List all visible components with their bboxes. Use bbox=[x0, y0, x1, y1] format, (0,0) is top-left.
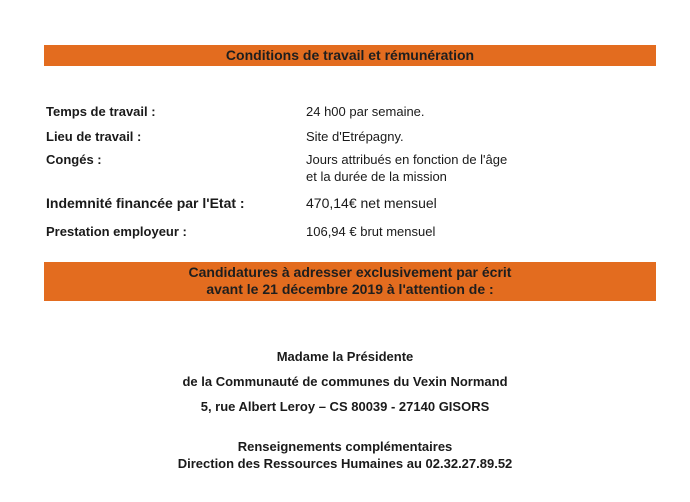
value-indemnite: 470,14€ net mensuel bbox=[306, 195, 437, 211]
info-contact: Direction des Ressources Humaines au 02.32.27.89.52 bbox=[177, 456, 513, 471]
label-temps-de-travail: Temps de travail : bbox=[46, 104, 156, 119]
value-conges-line2: et la durée de la mission bbox=[306, 169, 447, 184]
label-conges: Congés : bbox=[46, 152, 102, 167]
section-header-candidatures bbox=[44, 262, 656, 301]
value-lieu-de-travail: Site d'Etrépagny. bbox=[306, 129, 404, 144]
address-recipient: Madame la Présidente bbox=[276, 349, 414, 364]
section-header-title: Conditions de travail et rémunération bbox=[225, 47, 475, 63]
value-temps-de-travail: 24 h00 par semaine. bbox=[306, 104, 425, 119]
label-lieu-de-travail: Lieu de travail : bbox=[46, 129, 142, 144]
value-conges-line1: Jours attribués en fonction de l'âge bbox=[306, 152, 508, 167]
address-street: 5, rue Albert Leroy – CS 80039 - 27140 GISORS bbox=[200, 399, 490, 414]
label-prestation-employeur: Prestation employeur : bbox=[46, 224, 187, 239]
section-header-conditions bbox=[44, 45, 656, 66]
label-indemnite: Indemnité financée par l'Etat : bbox=[46, 195, 245, 211]
value-prestation-employeur: 106,94 € brut mensuel bbox=[306, 224, 436, 239]
candidatures-line2: avant le 21 décembre 2019 à l'attention de : bbox=[206, 281, 494, 297]
candidatures-line1: Candidatures à adresser exclusivement par écrit bbox=[188, 264, 512, 280]
address-organisation: de la Communauté de communes du Vexin Normand bbox=[182, 374, 508, 389]
info-title: Renseignements complémentaires bbox=[237, 439, 453, 454]
